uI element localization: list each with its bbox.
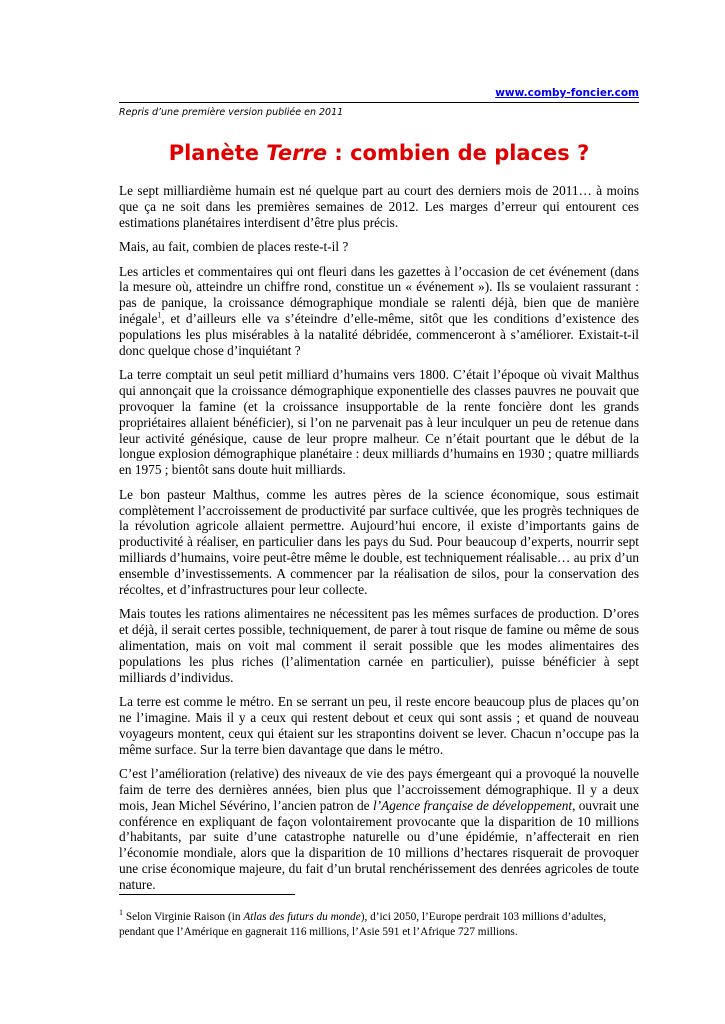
paragraph-3-part-2: , et d’ailleurs elle va s’éteindre d’elle-même, sitôt que les conditions d’existence des populations les plus misérables à la natalité débridée, commenceront à s’améliorer. Existait-t-il donc quelque chose d’inquiétant ? bbox=[119, 311, 639, 358]
paragraph-8 bbox=[119, 766, 639, 893]
paragraph-1: Le sept milliardième humain est né quelque part au court des derniers mois de 2011… à moins que ça ne soit dans les premières semaines de 2012. Les marges d’erreur qui entourent ces estimations planétaires interdisent d’être plus précis. bbox=[119, 183, 639, 230]
header-divider bbox=[119, 102, 639, 103]
agency-name: l’Agence française de développement bbox=[372, 797, 573, 813]
paragraph-3 bbox=[119, 264, 639, 359]
site-link[interactable]: www.comby-foncier.com bbox=[495, 87, 639, 99]
paragraph-5: Le bon pasteur Malthus, comme les autres pères de la science économique, sous estimait complètement l’accroissement de productivité par surface cultivée, que les progrès techniques de la révolution agricole allaient permettre. Aujourd’hui encore, il existe d’importants gains de productivité à réaliser, en particulier dans les pays du Sud. Pour beaucoup d’experts, nourrir sept milliards d’humains, voire peut-être même le double, est techniquement réalisable… au prix d’un ensemble d’investissements. A commencer par la réalisation de silos, pour la conservation des récoltes, et d’infrastructures pour leur collecte. bbox=[119, 486, 639, 597]
title-emphasis: Terre bbox=[266, 141, 328, 165]
paragraph-8-part-2: , ouvrait une conférence en expliquant de façon volontairement provocante que la disparition de 10 millions d’habitants, par suite d’une catastrophe naturelle ou d’une épidémie, n’affecterait en rien l’économie mondiale, alors que la disparition de 10 millions d’hectares risquerait de provoquer une crise économique majeure, du fait d’un brutal renchérissement des denrées agricoles de toute nature. bbox=[119, 797, 639, 892]
paragraph-7: La terre est comme le métro. En se serrant un peu, il reste encore beaucoup plus de places qu’on ne l’imagine. Mais il y a ceux qui restent debout et ceux qui sont assis ; et quand de nouveau voyageurs montent, ceux qui étaient sur les strapontins doivent se lever. Chacun n’occupe pas la même surface. Sur la terre bien davantage que dans le métro. bbox=[119, 694, 639, 757]
paragraph-2: Mais, au fait, combien de places reste-t-il ? bbox=[119, 239, 349, 255]
paragraph-3-part-1: Les articles et commentaires qui ont fleuri dans les gazettes à l’occasion de cet événement (dans la mesure où, atteindre un chiffre rond, constitue un « événement »). Ils se voulaient rassurant : pas de panique, la croissance démographique mondiale se ralenti déjà, bien que de manière inégale bbox=[119, 263, 639, 327]
paragraph-8-part-1: C’est l’amélioration (relative) des niveaux de vie des pays émergeant qui a provoqué la nouvelle faim de terre des dernières années, bien plus que l’accroissement démographique. Il y a deux mois, Jean Michel Sévérino, l’ancien patron de bbox=[119, 766, 639, 813]
article-body bbox=[119, 183, 639, 901]
footnote bbox=[119, 910, 639, 939]
footnote-book-title: Atlas des futurs du monde bbox=[243, 911, 361, 923]
paragraph-6: Mais toutes les rations alimentaires ne nécessitent pas les mêmes surfaces de production. D’ores et déjà, il serait certes possible, techniquement, de parer à tout risque de famine ou même de sous alimentation, mais on voit mal comment il serait possible que les modes alimentaires des populations les plus riches (l’alimentation carnée en particulier), puisse bénéficier à sept milliards d’individus. bbox=[119, 606, 639, 685]
footnote-divider bbox=[119, 894, 295, 895]
title-suffix: : combien de places ? bbox=[327, 141, 590, 165]
footnote-text-2: ), d’ici 2050, l’Europe perdrait 103 millions d’adultes, pendant que l’Amérique en gagnerait 116 millions, l’Asie 591 et l’Afrique 727 millions. bbox=[119, 911, 607, 938]
title-prefix: Planète bbox=[168, 141, 267, 165]
paragraph-4: La terre comptait un seul petit milliard d’humains vers 1800. C’était l’époque où vivait Malthus qui annonçait que la croissance démographique exponentielle des classes pauvres ne pouvait que provoquer la famine (et la croissance insupportable de la rente foncière dont les grands propriétaires allaient bénéficier), si l’on ne parvenait pas à leur inculquer un peu de retenue dans leur activité génésique, cause de leur propre malheur. Ce n’était pourtant que le début de la longue explosion démographique planétaire : deux milliards d’humains en 1930 ; quatre milliards en 1975 ; bientôt sans doute huit milliards. bbox=[119, 367, 639, 478]
footnote-text-1: Selon Virginie Raison (in bbox=[123, 911, 244, 923]
reprint-note: Repris d’une première version publiée en 2011 bbox=[119, 107, 344, 118]
footnote-reference[interactable]: 1 bbox=[157, 310, 162, 320]
page-title bbox=[119, 141, 639, 165]
footnote-number: 1 bbox=[119, 908, 123, 918]
